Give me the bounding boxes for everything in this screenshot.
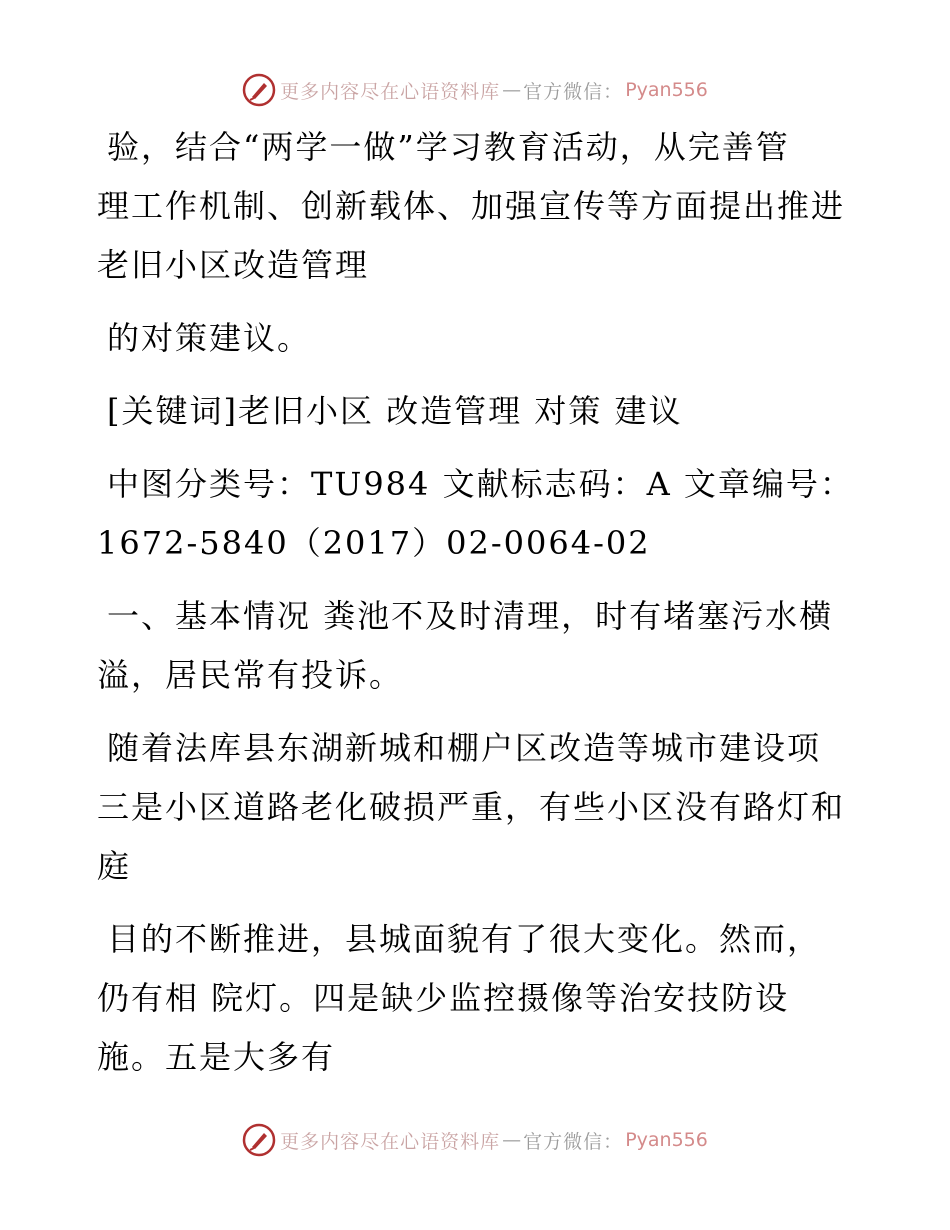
text-line: 仍有相 院灯。四是缺少监控摄像等治安技防设: [97, 979, 790, 1017]
quill-logo-icon: [242, 73, 276, 107]
watermark-text: 更多内容尽在心语资料库: [280, 80, 501, 103]
watermark-official: 官方微信：: [523, 1130, 624, 1153]
watermark-separator: —: [502, 1129, 522, 1151]
text-line: 施。五是大多有: [97, 1038, 336, 1076]
text-line: 的对策建议。: [107, 319, 312, 357]
watermark-id: Pyan556: [625, 79, 708, 101]
text-line: 目的不断推进，县城面貌有了很大变化。然而，: [107, 920, 822, 958]
watermark-official: 官方微信：: [523, 80, 624, 103]
text-line: 老旧小区改造管理: [97, 246, 370, 284]
watermark-footer: [0, 1120, 950, 1160]
article-number-line: 1672-5840（2017）02-0064-02: [97, 524, 651, 562]
text-line: 理工作机制、创新载体、加强宣传等方面提出推进: [97, 187, 846, 225]
text-line: 随着法库县东湖新城和棚户区改造等城市建设项: [107, 729, 822, 767]
watermark-id: Pyan556: [625, 1129, 708, 1151]
watermark-header: [0, 70, 950, 110]
text-line: 验，结合“两学一做”学习教育活动，从完善管: [107, 128, 790, 166]
text-line: 一、基本情况 粪池不及时清理，时有堵塞污水横: [107, 597, 834, 635]
watermark-separator: —: [502, 79, 522, 101]
keywords-line: [关键词]老旧小区 改造管理 对策 建议: [107, 392, 683, 430]
quill-logo-icon: [242, 1123, 276, 1157]
text-line: 溢，居民常有投诉。: [97, 656, 404, 694]
watermark-text: 更多内容尽在心语资料库: [280, 1130, 501, 1153]
text-line: 庭: [97, 847, 132, 885]
classification-line: 中图分类号：TU984 文献标志码：A 文章编号：: [107, 465, 854, 503]
document-body: [97, 118, 897, 1087]
text-line: 三是小区道路老化破损严重，有些小区没有路灯和: [97, 788, 846, 826]
